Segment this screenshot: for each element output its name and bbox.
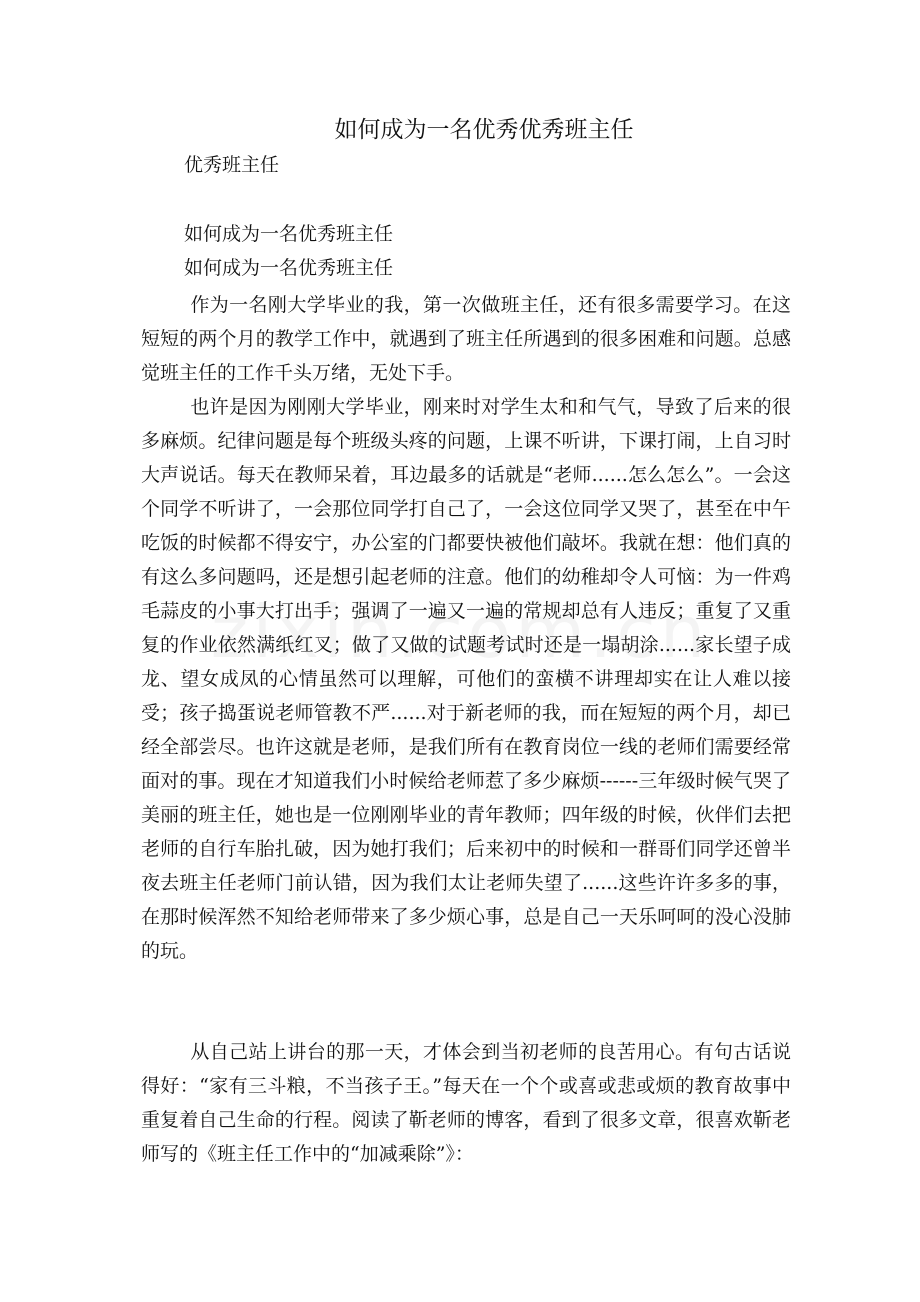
body-paragraph: 也许是因为刚刚大学毕业，刚来时对学生太和和气气，导致了后来的很多麻烦。纪律问题是每个班级头疼的问题，上课不听讲，下课打闹，上自习时大声说话。每天在教师呆着，耳边最多的话就是“老师......怎么怎么”。一会这个同学不听讲了，一会那位同学打自己了，一会这位同学又哭了，甚至在中午吃饭的时候都不得安宁，办公室的门都要快被他们敲坏。我就在想：他们真的有这么多问题吗，还是想引起老师的注意。他们的幼稚却令人可恼：为一件鸡毛蒜皮的小事大打出手；强调了一遍又一遍的常规却总有人违反；重复了又重复的作业依然满纸红叉；做了又做的试题考试时还是一塌胡涂......家长望子成龙、望女成凤的心情虽然可以理解，可他们的蛮横不讲理却实在让人难以接受；孩子捣蛋说老师管教不严......对于新老师的我，而在短短的两个月，却已经全部尝尽。也许这就是老师，是我们所有在教育岗位一线的老师们需要经常面对的事。现在才知道我们小时候给老师惹了多少麻烦------三年级时候气哭了美丽的班主任，她也是一位刚刚毕业的青年教师；四年级的时候，伙伴们去把老师的自行车胎扎破，因为她打我们；后来初中的时候和一群哥们同学还曾半夜去班主任老师门前认错，因为我们太让老师失望了......这些许许多多的事，在那时候浑然不知给老师带来了多少烦心事，总是自己一天乐呵呵的没心没肺的玩。 xyxy=(141,396,791,962)
section-heading: 如何成为一名优秀班主任 xyxy=(184,223,394,245)
document-subtitle: 优秀班主任 xyxy=(184,154,280,176)
body-paragraph: 作为一名刚大学毕业的我，第一次做班主任，还有很多需要学习。在这短短的两个月的教学工作中，就遇到了班主任所遇到的很多困难和问题。总感觉班主任的工作千头万绪，无处下手。 xyxy=(141,294,791,384)
body-paragraph: 从自己站上讲台的那一天，才体会到当初老师的良苦用心。有句古话说得好：“家有三斗粮，不当孩子王。”每天在一个个或喜或悲或烦的教育故事中重复着自己生命的行程。阅读了靳老师的博客，看到了很多文章，很喜欢靳老师写的《班主任工作中的“加减乘除”》： xyxy=(141,1041,791,1165)
section-heading: 如何成为一名优秀班主任 xyxy=(184,257,394,279)
document-title: 如何成为一名优秀优秀班主任 xyxy=(334,117,634,143)
